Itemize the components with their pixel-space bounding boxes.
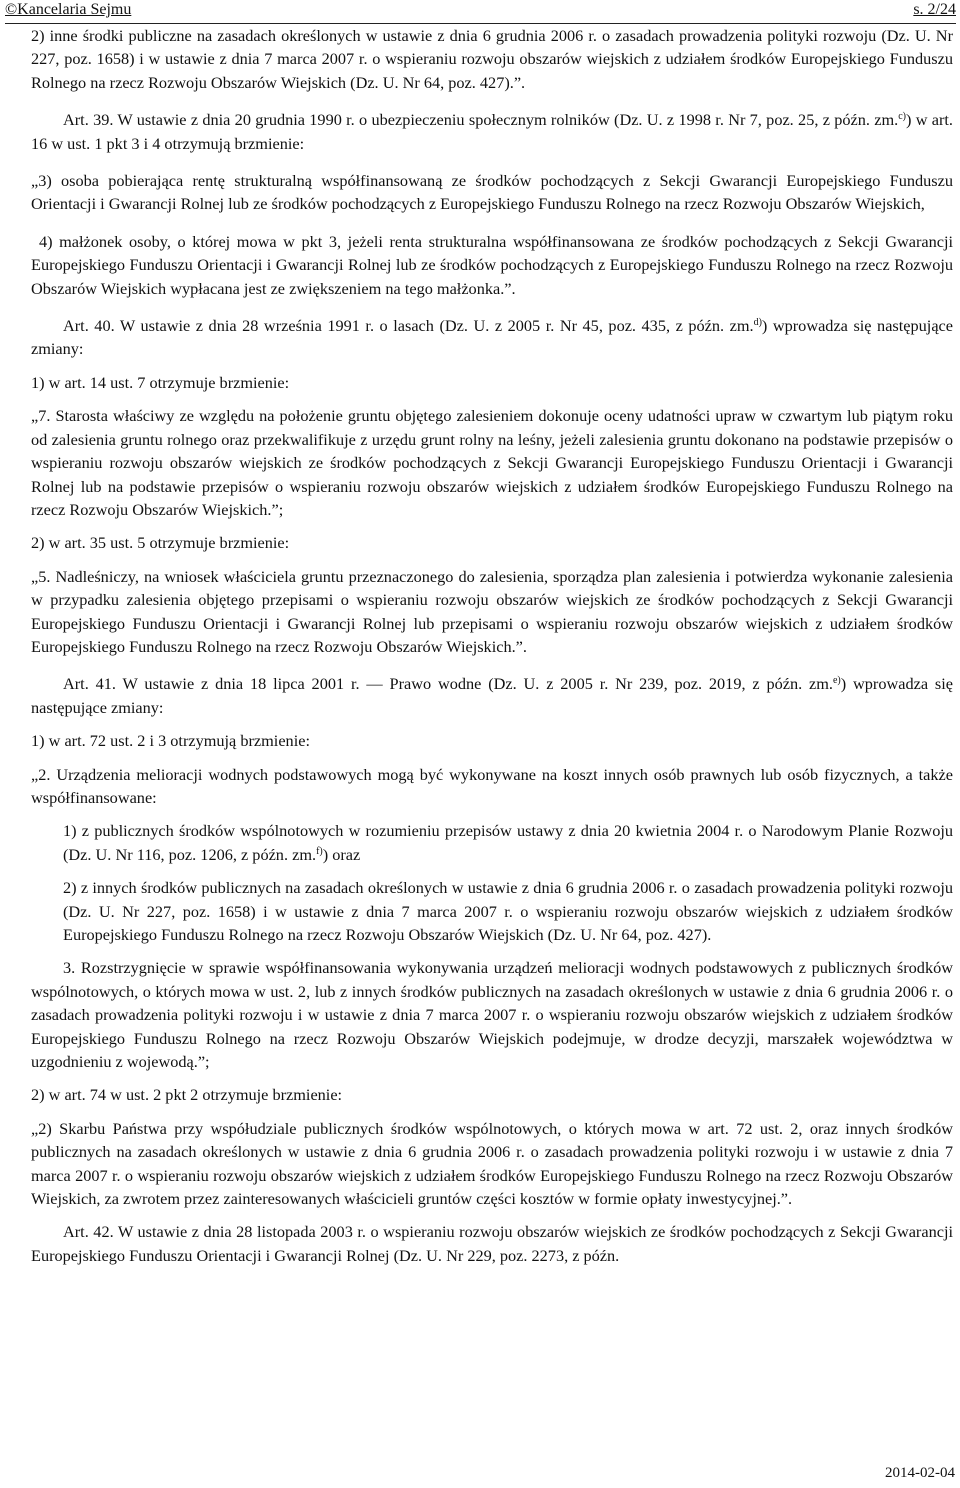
footnote-ref: e) [832, 675, 841, 687]
spacer [31, 1073, 953, 1083]
document-date: 2014-02-04 [885, 1465, 955, 1481]
amendment-point: 1) w art. 72 ust. 2 i 3 otrzymują brzmienie: [31, 731, 310, 751]
article-text: Art. 40. W ustawie z dnia 28 września 1991 r. o lasach (Dz. U. z 2005 r. Nr 45, poz. 435, z późn. zm. [63, 316, 754, 336]
sub-point-text: 1) z publicznych środków wspólnotowych w rozumieniu przepisów ustawy z dnia 20 kwietnia 2004 r. o Narodowym Planie Rozwoju (Dz. U. Nr 116, poz. 1206, z późn. zm. [63, 821, 953, 864]
spacer [31, 555, 953, 565]
sub-point-text: ) oraz [322, 844, 361, 864]
spacer [31, 946, 953, 956]
spacer [31, 1107, 953, 1117]
article-41 [31, 672, 953, 719]
spacer [31, 1210, 953, 1220]
article-text: ) w art. 16 w ust. 1 pkt 3 i 4 otrzymują brzmienie: [31, 110, 953, 153]
paragraph: 2) inne środki publiczne na zasadach określonych w ustawie z dnia 6 grudnia 2006 r. o zasadach prowadzenia polityki rozwoju (Dz. U. Nr 227, poz. 1658) i w ustawie z dnia 7 marca 2007 r. o wspieraniu rozwoju obszarów wiejskich z udziałem środków Europejskiego Funduszu Rolnego na rzecz Rozwoju Obszarów Wiejskich (Dz. U. Nr 64, poz. 427).”. [31, 26, 953, 92]
footnote-ref: c) [898, 111, 906, 123]
article-text: Art. 39. W ustawie z dnia 20 grudnia 1990 r. o ubezpieczeniu społecznym rolników (Dz. U. z 1998 r. Nr 7, poz. 25, z późn. zm. [63, 110, 899, 130]
spacer [31, 216, 953, 230]
header-source-text: ©Kancelaria Sejmu [5, 1, 132, 18]
footnote-ref: d) [753, 317, 762, 329]
document-body [5, 24, 956, 1267]
quoted-provision: „7. Starosta właściwy ze względu na położenie gruntu objętego zalesieniem dokonuje oceny udatności upraw w czwartym lub piątym roku od zalesienia gruntu rolnego oraz przekwalifikuje z urzędu grunt rolny na leśny, jeżeli zalesienia gruntu dokonano na podstawie przepisów o wspieraniu rozwoju obszarów wiejskich ze środków pochodzących z Sekcji Gwarancji Europejskiego Funduszu Orientacji i Gwarancji Rolnej lub na podstawie przepisów o wspieraniu rozwoju obszarów wiejskich z udziałem środków Europejskiego Funduszu Rolnego na rzecz Rozwoju Obszarów Wiejskich.”; [31, 406, 953, 519]
quoted-provision: „2) Skarbu Państwa przy współudziale publicznych środków wspólnotowych, o których mowa w art. 72 ust. 2, oraz innych środków publicznych na zasadach określonych w ustawie z dnia 6 grudnia 2006 r. o zasadach prowadzenia polityki rozwoju i w ustawie z dnia 7 marca 2007 r. o wspieraniu rozwoju obszarów wiejskich z udziałem środków Europejskiego Funduszu Rolnego na rzecz Rozwoju Obszarów Wiejskich, za zwrotem przez zainteresowanych właścicieli gruntów części kosztów w formie opłaty inwestycyjnej.”. [31, 1118, 953, 1209]
amendment-point: 1) w art. 14 ust. 7 otrzymuje brzmienie: [31, 372, 290, 392]
spacer [31, 866, 953, 876]
article-42: Art. 42. W ustawie z dnia 28 listopada 2003 r. o wspieraniu rozwoju obszarów wiejskich ze środków pochodzących z Sekcji Gwarancji Europejskiego Funduszu Orientacji i Gwarancji Rolnej (Dz. U. Nr 229, poz. 2273, z późn. [31, 1222, 953, 1265]
quoted-provision: 3. Rozstrzygnięcie w sprawie współfinansowania wykonywania urządzeń melioracji wodnych podstawowych z publicznych środków wspólnotowych, o których mowa w ust. 2, lub z innych środków publicznych na zasadach określonych w ustawie z dnia 6 grudnia 2006 r. o zasadach prowadzenia polityki rozwoju i w ustawie z dnia 7 marca 2007 r. o wspieraniu rozwoju obszarów wiejskich z udziałem środków Europejskiego Funduszu Rolnego na rzecz Rozwoju Obszarów Wiejskich podejmuje, w drodze decyzji, marszałek województwa w uzgodnieniu z wojewodą.”; [31, 958, 953, 1072]
page-header [5, 0, 956, 23]
article-text: ) wprowadza się następujące zmiany: [31, 316, 953, 359]
page-number: s. 2/24 [913, 1, 956, 18]
spacer [31, 521, 953, 531]
spacer [31, 361, 953, 371]
quoted-provision: 4) małżonek osoby, o której mowa w pkt 3, jeżeli renta strukturalna współfinansowana ze środków pochodzących z Sekcji Gwarancji Europejskiego Funduszu Orientacji i Gwarancji Rolnej lub ze środków pochodzących z Europejskiego Funduszu Rolnego na rzecz Rozwoju Obszarów Wiejskich wypłacana jest ze zwiększeniem na tego małżonka.”. [31, 231, 953, 298]
quoted-provision: „3) osoba pobierająca rentę strukturalną współfinansowaną ze środków pochodzących z Sekcji Gwarancji Europejskiego Funduszu Orientacji i Gwarancji Rolnej lub ze środków pochodzących z Europejskiego Funduszu Rolnego na rzecz Rozwoju Obszarów Wiejskich, [31, 171, 953, 214]
spacer [31, 155, 953, 169]
header-source [5, 1, 131, 19]
spacer [31, 394, 953, 404]
spacer [31, 809, 953, 819]
spacer [31, 658, 953, 672]
article-40 [31, 314, 953, 361]
amendment-point: 2) w art. 35 ust. 5 otrzymuje brzmienie: [31, 533, 290, 553]
quoted-provision: „2. Urządzenia melioracji wodnych podstawowych mogą być wykonywane na koszt innych osób prawnych lub osób fizycznych, a także współfinansowane: [31, 764, 953, 807]
spacer [31, 753, 953, 763]
footnote-ref: f) [316, 845, 323, 857]
amendment-point: 2) w art. 74 w ust. 2 pkt 2 otrzymuje brzmienie: [31, 1085, 343, 1105]
sub-point [31, 819, 953, 866]
sub-point: 2) z innych środków publicznych na zasadach określonych w ustawie z dnia 6 grudnia 2006 r. o zasadach prowadzenia polityki rozwoju (Dz. U. Nr 227, poz. 1658) i w ustawie z dnia 7 marca 2007 r. o wspieraniu rozwoju obszarów wiejskich z udziałem środków Europejskiego Funduszu Rolnego na rzecz Rozwoju Obszarów Wiejskich (Dz. U. Nr 64, poz. 427). [63, 878, 953, 944]
spacer [31, 719, 953, 729]
article-39 [31, 108, 953, 155]
spacer [31, 94, 953, 108]
article-text: Art. 41. W ustawie z dnia 18 lipca 2001 r. — Prawo wodne (Dz. U. z 2005 r. Nr 239, poz. 2019, z późn. zm. [63, 674, 833, 694]
quoted-provision: „5. Nadleśniczy, na wniosek właściciela gruntu przeznaczonego do zalesienia, sporządza plan zalesienia i potwierdza wykonanie zalesienia w przypadku zalesienia objętego przepisami o wspieraniu rozwoju obszarów wiejskich ze środków pochodzących z Sekcji Gwarancji Europejskiego Funduszu Orientacji i Gwarancji Rolnej lub przepisami o wspieraniu rozwoju obszarów wiejskich z udziałem środków Europejskiego Funduszu Rolnego na rzecz Rozwoju Obszarów Wiejskich.”. [31, 566, 953, 656]
article-text: ) wprowadza się następujące zmiany: [31, 674, 953, 717]
spacer [31, 300, 953, 314]
